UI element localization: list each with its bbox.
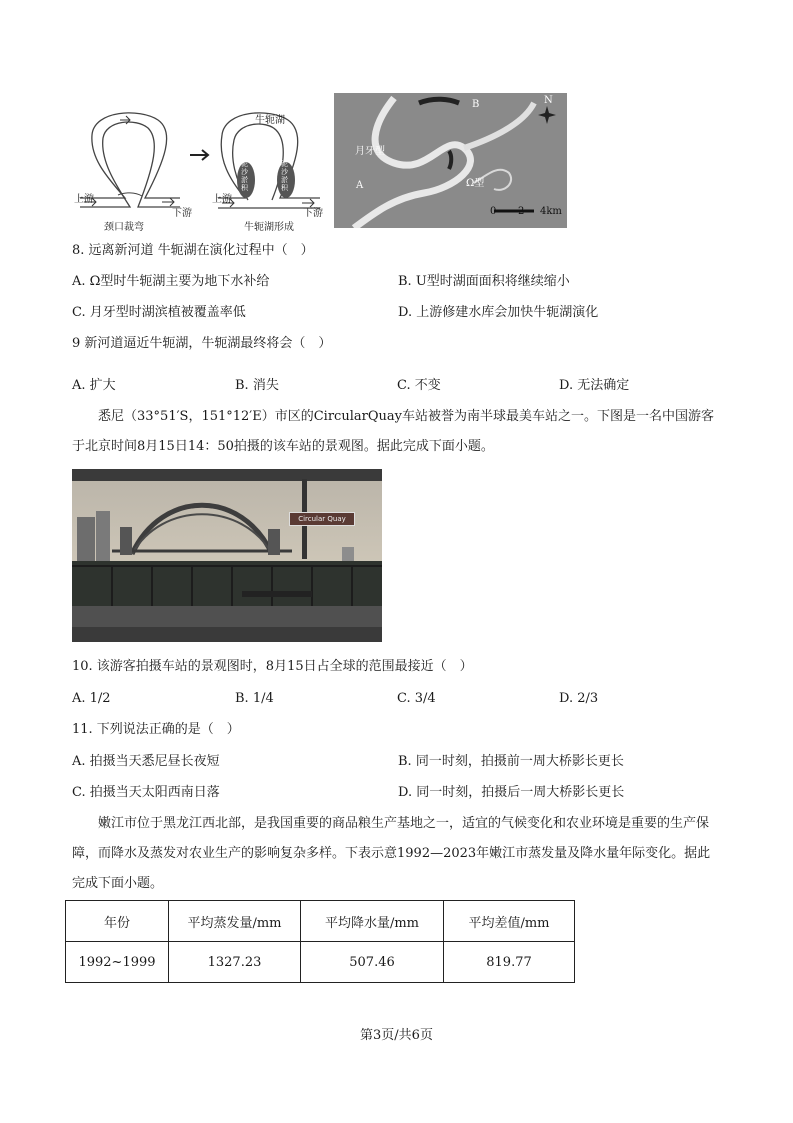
table-header: 平均蒸发量/mm bbox=[169, 901, 301, 942]
q9-option-c: C. 不变 bbox=[397, 378, 441, 393]
intro-nenjiang: 嫩江市位于黑龙江西北部，是我国重要的商品粮生产基地之一，适宜的气候变化和农业环境是重要的生产保障，而降水及蒸发对农业生产的影响复杂多样。下表示意1992—2023年嫩江市蒸发量及降水量年际变化。据此完成下面小题。 bbox=[72, 816, 711, 891]
satellite-image bbox=[334, 93, 567, 228]
sat-label-north: N bbox=[544, 95, 553, 106]
question-8: 8. 远离新河道 牛轭湖在演化过程中（ ） bbox=[72, 243, 314, 258]
sat-label-A: A bbox=[356, 180, 364, 191]
q10-option-a: A. 1/2 bbox=[72, 691, 111, 706]
scale-4km: 4km bbox=[540, 206, 562, 217]
label-upstream-left: 上游 bbox=[74, 194, 94, 205]
label-upstream-right: 上游 bbox=[212, 194, 232, 205]
q8-option-d: D. 上游修建水库会加快牛轭湖演化 bbox=[398, 305, 599, 320]
page-number: 第3页/共6页 bbox=[360, 1028, 433, 1043]
q11-option-b: B. 同一时刻，拍摄前一周大桥影长更长 bbox=[398, 754, 624, 769]
q10-option-b: B. 1/4 bbox=[235, 691, 274, 706]
q9-option-a: A. 扩大 bbox=[72, 378, 116, 393]
label-downstream-right: 下游 bbox=[303, 208, 323, 219]
station-sign: Circular Quay bbox=[289, 512, 355, 526]
table-header: 平均差值/mm bbox=[444, 901, 575, 942]
evaporation-table bbox=[65, 900, 575, 983]
compass-icon bbox=[538, 106, 556, 124]
q10-option-d: D. 2/3 bbox=[559, 691, 599, 706]
label-oxbow-formed: 牛轭湖形成 bbox=[244, 222, 294, 233]
table-header: 平均降水量/mm bbox=[301, 901, 444, 942]
label-sediment-left: 泥沙淤积 bbox=[241, 160, 248, 192]
q9-option-b: B. 消失 bbox=[235, 378, 279, 393]
table-header-row bbox=[66, 901, 575, 942]
q8-option-a: A. Ω型时牛轭湖主要为地下水补给 bbox=[72, 274, 270, 289]
table-cell: 1992~1999 bbox=[66, 942, 169, 983]
sat-label-omega: Ω型 bbox=[466, 178, 485, 189]
intro-sydney: 悉尼（33°51′S，151°12′E）市区的CircularQuay车站被誉为南半球最美车站之一。下图是一名中国游客于北京时间8月15日14：50拍摄的该车站的景观图。据此完成下面小题。 bbox=[72, 409, 714, 454]
q11-option-a: A. 拍摄当天悉尼昼长夜短 bbox=[72, 754, 220, 769]
sat-label-B: B bbox=[472, 99, 480, 110]
q11-option-c: C. 拍摄当天太阳西南日落 bbox=[72, 785, 220, 800]
table-header: 年份 bbox=[66, 901, 169, 942]
table-row bbox=[66, 942, 575, 983]
scale-0: 0 bbox=[490, 206, 497, 217]
table-cell: 819.77 bbox=[444, 942, 575, 983]
question-9: 9 新河道逼近牛轭湖，牛轭湖最终将会（ ） bbox=[72, 336, 332, 351]
table-cell: 507.46 bbox=[301, 942, 444, 983]
q8-option-c: C. 月牙型时湖滨植被覆盖率低 bbox=[72, 305, 246, 320]
table-cell: 1327.23 bbox=[169, 942, 301, 983]
question-11: 11. 下列说法正确的是（ ） bbox=[72, 722, 240, 737]
question-10: 10. 该游客拍摄车站的景观图时，8月15日占全球的范围最接近（ ） bbox=[72, 659, 473, 674]
label-downstream-left: 下游 bbox=[172, 208, 192, 219]
q8-option-b: B. U型时湖面面积将继续缩小 bbox=[398, 274, 570, 289]
scale-2: 2 bbox=[518, 206, 525, 217]
q11-option-d: D. 同一时刻，拍摄后一周大桥影长更长 bbox=[398, 785, 625, 800]
label-sediment-right: 泥沙淤积 bbox=[281, 160, 288, 192]
oxbow-diagram bbox=[70, 100, 332, 225]
q9-option-d: D. 无法确定 bbox=[559, 378, 630, 393]
q10-option-c: C. 3/4 bbox=[397, 691, 436, 706]
station-photo bbox=[72, 469, 382, 642]
sat-label-crescent: 月牙型 bbox=[355, 146, 385, 157]
label-neck-cut: 颈口裁弯 bbox=[104, 222, 144, 233]
label-oxbow-top: 牛轭湖 bbox=[255, 115, 285, 126]
